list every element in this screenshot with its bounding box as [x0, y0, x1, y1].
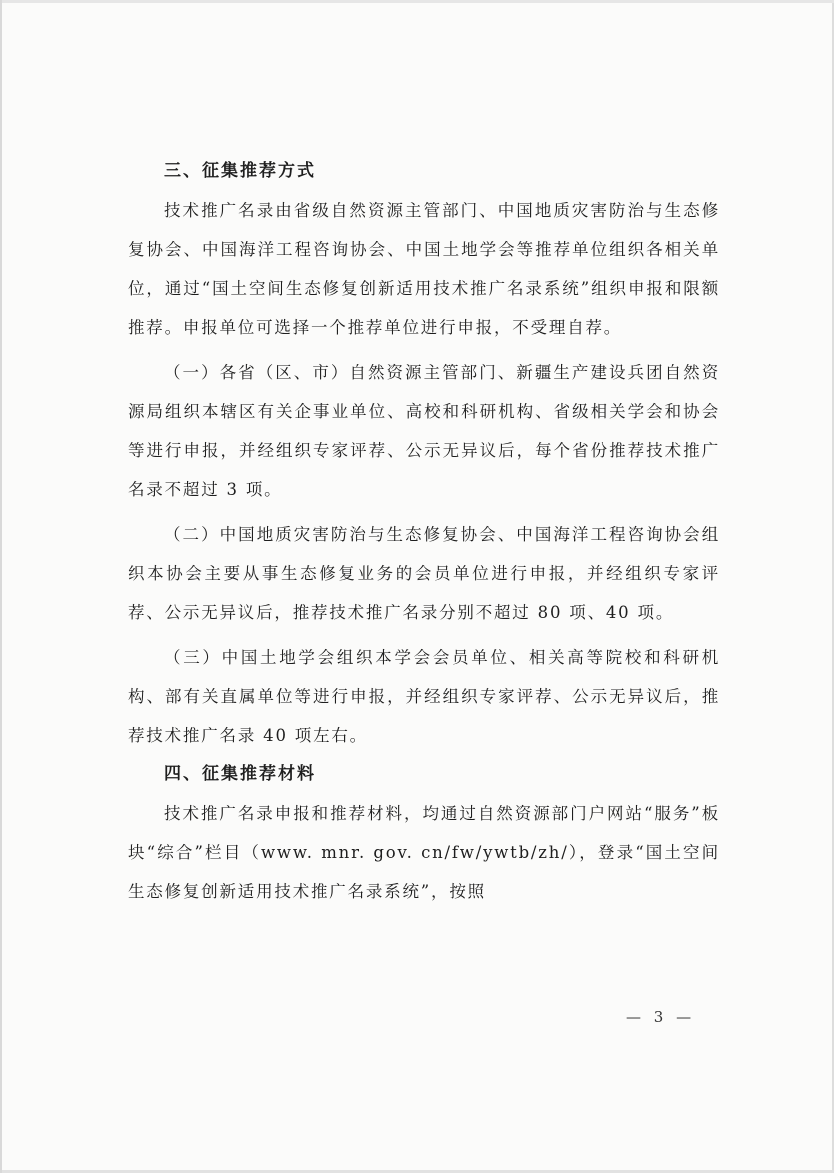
- page-number: — 3 —: [626, 1008, 696, 1026]
- paragraph-item-3: （三）中国土地学会组织本学会会员单位、相关高等院校和科研机构、部有关直属单位等进行申报，并经组织专家评荐、公示无异议后，推荐技术推广名录 40 项左右。: [128, 648, 720, 745]
- document-body: [128, 152, 720, 911]
- section-heading-3: 三、征集推荐方式: [164, 161, 316, 181]
- section-heading-4: 四、征集推荐材料: [164, 764, 316, 784]
- paragraph-item-2: （二）中国地质灾害防治与生态修复协会、中国海洋工程咨询协会组织本协会主要从事生态修复业务的会员单位进行申报，并经组织专家评荐、公示无异议后，推荐技术推广名录分别不超过 80 项、40 项。: [128, 525, 720, 622]
- paragraph-intro: 技术推广名录由省级自然资源主管部门、中国地质灾害防治与生态修复协会、中国海洋工程咨询协会、中国土地学会等推荐单位组织各相关单位，通过“国土空间生态修复创新适用技术推广名录系统”组织申报和限额推荐。申报单位可选择一个推荐单位进行申报，不受理自荐。: [128, 201, 720, 337]
- scan-edge-top: [2, 0, 834, 3]
- paragraph-materials: 技术推广名录申报和推荐材料，均通过自然资源部门户网站“服务”板块“综合”栏目（www. mnr. gov. cn/fw/ywtb/zh/），登录“国土空间生态修复创新适用技术推广名录系统”，按照: [128, 804, 720, 901]
- paragraph-item-1: （一）各省（区、市）自然资源主管部门、新疆生产建设兵团自然资源局组织本辖区有关企事业单位、高校和科研机构、省级相关学会和协会等进行申报，并经组织专家评荐、公示无异议后，每个省份推荐技术推广名录不超过 3 项。: [128, 363, 720, 499]
